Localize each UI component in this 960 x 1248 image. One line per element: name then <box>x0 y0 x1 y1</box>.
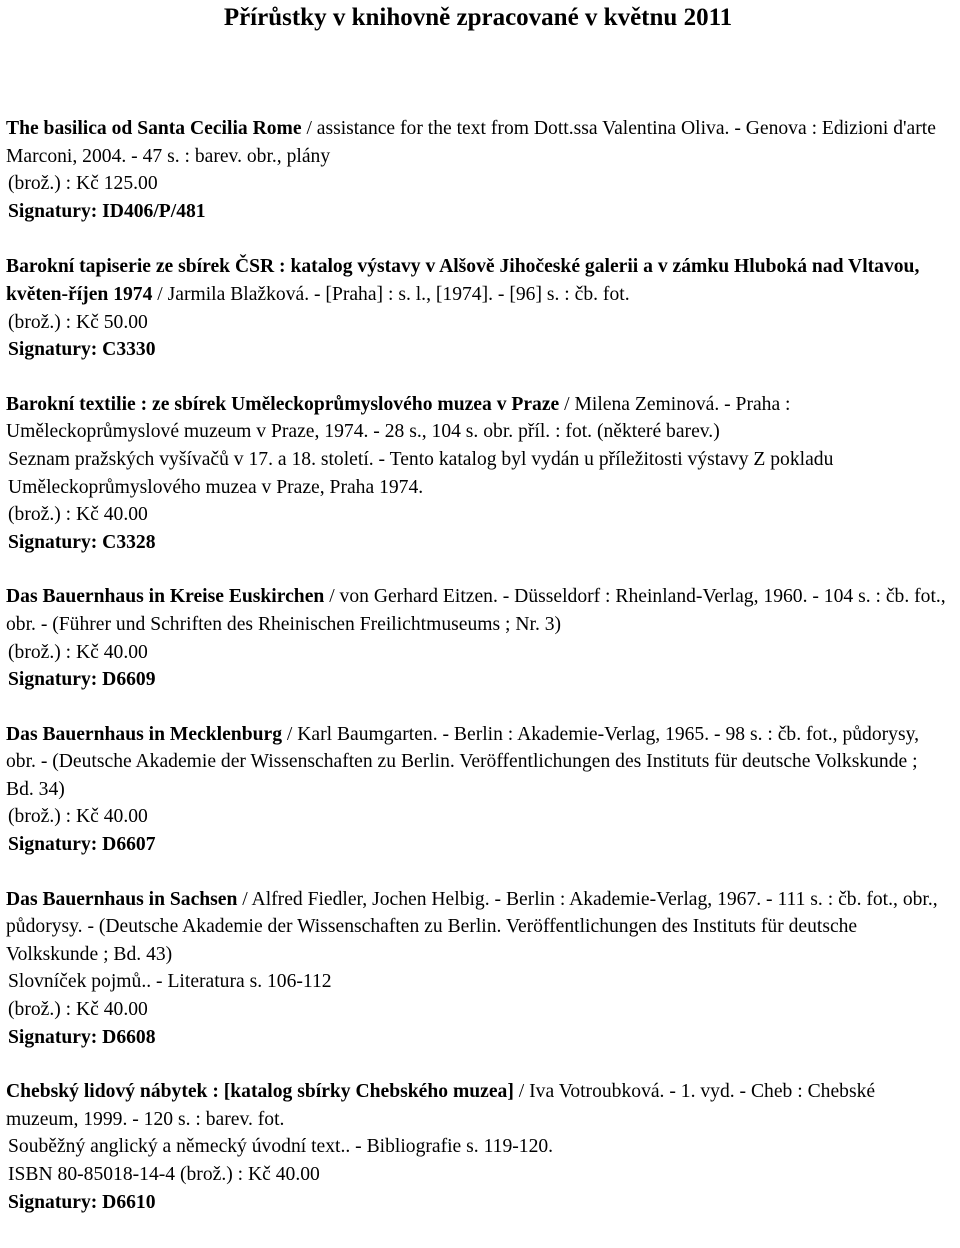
entry-details: / assistance for the text from Dott.ssa Valentina Oliva. - Genova : Edizioni d'arte Marconi, 2004. - 47 s. : barev. obr., plány <box>6 118 936 167</box>
entry-details: / Milena Zeminová. - Praha : Uměleckoprůmyslové muzeum v Praze, 1974. - 28 s., 104 s. obr. příl. : fot. (některé barev.) <box>6 393 791 443</box>
entries-list <box>6 115 950 1216</box>
entry-title: Das Bauernhaus in Mecklenburg <box>6 723 282 745</box>
entry-signature: Signatury: ID406/P/481 <box>8 200 206 222</box>
entry-price: (brož.) : Kč 40.00 <box>8 999 148 1021</box>
entry-title: Barokní textilie : ze sbírek Uměleckoprůmyslového muzea v Praze <box>6 393 560 415</box>
catalog-entry <box>6 391 950 557</box>
entry-signature: Signatury: D6607 <box>8 834 156 856</box>
entry-description <box>6 1078 950 1133</box>
entry-details: / Alfred Fiedler, Jochen Helbig. - Berlin : Akademie-Verlag, 1967. - 111 s. : čb. fot., obr., půdorysy. - (Deutsche Akademie der Wissenschaften zu Berlin. Veröffentlichungen des Instituts für deutsche Volkskunde ; Bd. 43) <box>6 888 938 965</box>
entry-description <box>6 253 950 308</box>
entry-details: / Iva Votroubková. - 1. vyd. - Cheb : Chebské muzeum, 1999. - 120 s. : barev. fot. <box>6 1081 876 1130</box>
entry-title: Das Bauernhaus in Sachsen <box>6 888 238 910</box>
entry-price: (brož.) : Kč 50.00 <box>8 311 148 333</box>
entry-note: Seznam pražských vyšívačů v 17. a 18. století. - Tento katalog byl vydán u příležitosti výstavy Z pokladu Uměleckoprůmyslového muzea v Praze, Praha 1974. <box>8 448 834 498</box>
entry-isbn-price: ISBN 80-85018-14-4 (brož.) : Kč 40.00 <box>8 1164 320 1185</box>
page-title: Přírůstky v knihovně zpracované v květnu 2011 <box>223 4 733 31</box>
entry-title: Barokní tapiserie ze sbírek ČSR : katalog výstavy v Alšově Jihočeské galerii a v zámku Hluboká nad Vltavou, květen-říjen 1974 <box>6 256 920 305</box>
catalog-entry <box>6 583 950 693</box>
entry-details: / von Gerhard Eitzen. - Düsseldorf : Rheinland-Verlag, 1960. - 104 s. : čb. fot., obr. - (Führer und Schriften des Rheinischen Freilichtmuseums ; Nr. 3) <box>6 586 946 635</box>
catalog-entry <box>6 886 950 1052</box>
entry-price: (brož.) : Kč 40.00 <box>8 504 148 526</box>
entry-details: / Karl Baumgarten. - Berlin : Akademie-Verlag, 1965. - 98 s. : čb. fot., půdorysy, obr. - (Deutsche Akademie der Wissenschaften zu Berlin. Veröffentlichungen des Instituts für deutsche Volkskunde ; Bd. 34) <box>6 723 920 800</box>
entry-signature: Signatury: D6608 <box>8 1026 156 1048</box>
entry-price: (brož.) : Kč 125.00 <box>8 173 158 195</box>
entry-details: / Jarmila Blažková. - [Praha] : s. l., [1974]. - [96] s. : čb. fot. <box>152 283 630 305</box>
entry-title: The basilica od Santa Cecilia Rome <box>6 118 302 139</box>
entry-signature: Signatury: C3328 <box>8 531 156 553</box>
entry-description <box>6 391 950 446</box>
entry-price: (brož.) : Kč 40.00 <box>8 641 148 663</box>
entry-note: Slovníček pojmů.. - Literatura s. 106-112 <box>8 971 332 993</box>
entry-description <box>6 721 950 804</box>
entry-description <box>6 886 950 969</box>
entry-signature: Signatury: C3330 <box>8 339 156 361</box>
catalog-entry <box>6 253 950 363</box>
entry-signature: Signatury: D6610 <box>8 1191 156 1213</box>
catalog-entry <box>6 1078 950 1216</box>
entry-signature: Signatury: D6609 <box>8 669 156 691</box>
entry-note: Souběžný anglický a německý úvodní text.. - Bibliografie s. 119-120. <box>8 1136 554 1158</box>
entry-description <box>6 115 950 170</box>
entry-title: Das Bauernhaus in Kreise Euskirchen <box>6 586 325 608</box>
entry-title: Chebský lidový nábytek : [katalog sbírky Chebského muzea] <box>6 1081 514 1103</box>
entry-description <box>6 583 950 638</box>
catalog-entry <box>6 115 950 225</box>
catalog-entry <box>6 721 950 859</box>
entry-price: (brož.) : Kč 40.00 <box>8 806 148 828</box>
